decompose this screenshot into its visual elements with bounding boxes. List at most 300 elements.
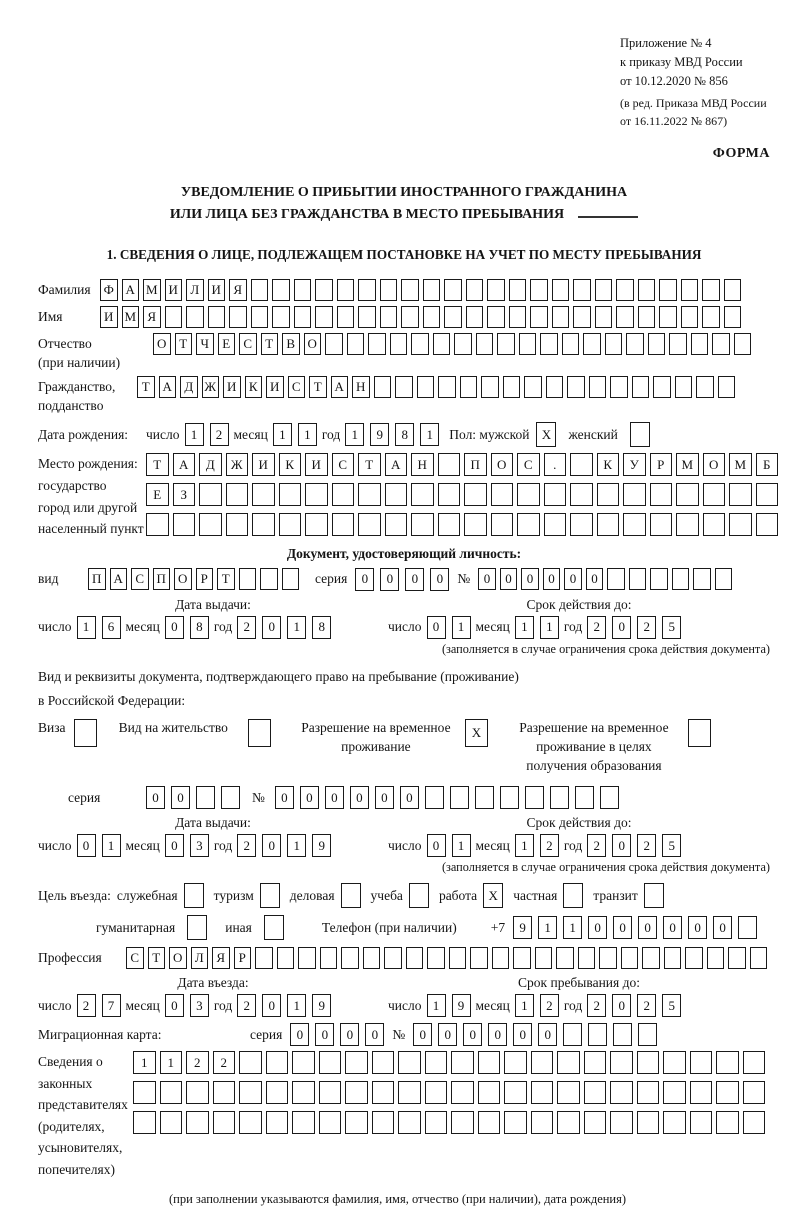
char-box[interactable]: 0: [586, 568, 604, 590]
char-box[interactable]: [570, 513, 593, 536]
char-box[interactable]: [401, 279, 419, 301]
char-box[interactable]: [186, 306, 204, 328]
char-box[interactable]: [669, 333, 687, 355]
char-box[interactable]: П: [464, 453, 487, 476]
char-box[interactable]: 2: [637, 616, 656, 639]
char-box[interactable]: 5: [662, 616, 681, 639]
char-box[interactable]: [466, 306, 484, 328]
char-box[interactable]: [557, 1051, 580, 1074]
char-box[interactable]: 0: [275, 786, 294, 809]
char-box[interactable]: 0: [77, 834, 96, 857]
char-box[interactable]: [433, 333, 451, 355]
char-box[interactable]: [390, 333, 408, 355]
char-box[interactable]: [637, 1081, 660, 1104]
char-box[interactable]: [409, 883, 429, 908]
char-box[interactable]: [423, 306, 441, 328]
char-box[interactable]: [616, 279, 634, 301]
char-box[interactable]: [681, 306, 699, 328]
char-box[interactable]: [411, 483, 434, 506]
char-box[interactable]: [690, 1081, 713, 1104]
char-box[interactable]: [248, 719, 271, 747]
char-box[interactable]: [578, 947, 596, 969]
char-box[interactable]: [600, 786, 619, 809]
char-box[interactable]: Т: [217, 568, 235, 590]
char-box[interactable]: [266, 1111, 289, 1134]
char-box[interactable]: [563, 883, 583, 908]
char-box[interactable]: 0: [612, 834, 631, 857]
char-box[interactable]: 0: [612, 994, 631, 1017]
char-box[interactable]: 0: [543, 568, 561, 590]
char-box[interactable]: И: [266, 376, 284, 398]
char-box[interactable]: [703, 513, 726, 536]
char-box[interactable]: [385, 513, 408, 536]
char-box[interactable]: [347, 333, 365, 355]
char-box[interactable]: [487, 279, 505, 301]
char-box[interactable]: [438, 483, 461, 506]
char-box[interactable]: [466, 279, 484, 301]
char-box[interactable]: Н: [352, 376, 370, 398]
char-box[interactable]: [345, 1081, 368, 1104]
char-box[interactable]: 9: [513, 916, 532, 939]
char-box[interactable]: О: [491, 453, 514, 476]
char-box[interactable]: [642, 947, 660, 969]
char-box[interactable]: [610, 376, 628, 398]
char-box[interactable]: [279, 483, 302, 506]
char-box[interactable]: [702, 306, 720, 328]
char-box[interactable]: [319, 1111, 342, 1134]
char-box[interactable]: X: [483, 883, 503, 908]
char-box[interactable]: 0: [300, 786, 319, 809]
char-box[interactable]: [425, 1081, 448, 1104]
char-box[interactable]: Т: [261, 333, 279, 355]
char-box[interactable]: 8: [395, 423, 414, 446]
char-box[interactable]: [272, 279, 290, 301]
char-box[interactable]: 1: [273, 423, 292, 446]
char-box[interactable]: 1: [133, 1051, 156, 1074]
char-box[interactable]: О: [169, 947, 187, 969]
char-box[interactable]: [411, 333, 429, 355]
char-box[interactable]: [438, 513, 461, 536]
char-box[interactable]: [450, 786, 469, 809]
char-box[interactable]: [638, 1023, 657, 1046]
char-box[interactable]: [650, 568, 668, 590]
char-box[interactable]: [368, 333, 386, 355]
char-box[interactable]: К: [597, 453, 620, 476]
char-box[interactable]: [255, 947, 273, 969]
char-box[interactable]: 1: [287, 994, 306, 1017]
char-box[interactable]: [266, 1051, 289, 1074]
char-box[interactable]: [341, 947, 359, 969]
char-box[interactable]: [573, 306, 591, 328]
char-box[interactable]: [632, 376, 650, 398]
char-box[interactable]: [315, 306, 333, 328]
char-box[interactable]: [531, 1111, 554, 1134]
char-box[interactable]: 1: [420, 423, 439, 446]
char-box[interactable]: [517, 483, 540, 506]
char-box[interactable]: 0: [365, 1023, 384, 1046]
char-box[interactable]: [530, 279, 548, 301]
char-box[interactable]: В: [282, 333, 300, 355]
char-box[interactable]: [239, 1111, 262, 1134]
char-box[interactable]: [550, 786, 569, 809]
char-box[interactable]: 1: [102, 834, 121, 857]
char-box[interactable]: [411, 513, 434, 536]
char-box[interactable]: 0: [340, 1023, 359, 1046]
char-box[interactable]: [199, 513, 222, 536]
char-box[interactable]: 9: [312, 994, 331, 1017]
char-box[interactable]: П: [88, 568, 106, 590]
char-box[interactable]: [358, 483, 381, 506]
char-box[interactable]: [504, 1051, 527, 1074]
char-box[interactable]: [621, 947, 639, 969]
char-box[interactable]: [475, 786, 494, 809]
char-box[interactable]: [743, 1081, 766, 1104]
char-box[interactable]: И: [208, 279, 226, 301]
char-box[interactable]: [504, 1081, 527, 1104]
char-box[interactable]: [588, 1023, 607, 1046]
char-box[interactable]: [451, 1081, 474, 1104]
char-box[interactable]: [584, 1111, 607, 1134]
char-box[interactable]: 0: [262, 834, 281, 857]
char-box[interactable]: 0: [521, 568, 539, 590]
char-box[interactable]: 1: [298, 423, 317, 446]
char-box[interactable]: 2: [637, 834, 656, 857]
char-box[interactable]: [292, 1111, 315, 1134]
char-box[interactable]: 0: [146, 786, 165, 809]
char-box[interactable]: [630, 422, 650, 447]
char-box[interactable]: [583, 333, 601, 355]
char-box[interactable]: [305, 483, 328, 506]
char-box[interactable]: 2: [587, 616, 606, 639]
char-box[interactable]: [337, 279, 355, 301]
char-box[interactable]: 2: [237, 994, 256, 1017]
char-box[interactable]: [712, 333, 730, 355]
char-box[interactable]: [160, 1111, 183, 1134]
char-box[interactable]: [497, 333, 515, 355]
char-box[interactable]: 0: [413, 1023, 432, 1046]
char-box[interactable]: Т: [358, 453, 381, 476]
char-box[interactable]: [500, 786, 519, 809]
char-box[interactable]: [133, 1111, 156, 1134]
char-box[interactable]: [750, 947, 768, 969]
char-box[interactable]: А: [110, 568, 128, 590]
char-box[interactable]: [384, 947, 402, 969]
char-box[interactable]: [133, 1081, 156, 1104]
char-box[interactable]: [743, 1111, 766, 1134]
char-box[interactable]: [659, 279, 677, 301]
char-box[interactable]: [481, 376, 499, 398]
char-box[interactable]: М: [122, 306, 140, 328]
char-box[interactable]: [544, 483, 567, 506]
char-box[interactable]: [282, 568, 300, 590]
char-box[interactable]: 9: [370, 423, 389, 446]
char-box[interactable]: [573, 279, 591, 301]
char-box[interactable]: [199, 483, 222, 506]
char-box[interactable]: [623, 483, 646, 506]
char-box[interactable]: 1: [563, 916, 582, 939]
char-box[interactable]: [676, 513, 699, 536]
char-box[interactable]: 2: [77, 994, 96, 1017]
char-box[interactable]: [401, 306, 419, 328]
char-box[interactable]: 0: [463, 1023, 482, 1046]
char-box[interactable]: [531, 1051, 554, 1074]
char-box[interactable]: [513, 947, 531, 969]
char-box[interactable]: 0: [350, 786, 369, 809]
char-box[interactable]: 8: [190, 616, 209, 639]
char-box[interactable]: [563, 1023, 582, 1046]
char-box[interactable]: 5: [662, 994, 681, 1017]
char-box[interactable]: [427, 947, 445, 969]
char-box[interactable]: [208, 306, 226, 328]
char-box[interactable]: Я: [212, 947, 230, 969]
char-box[interactable]: [715, 568, 733, 590]
char-box[interactable]: [716, 1111, 739, 1134]
char-box[interactable]: [597, 483, 620, 506]
char-box[interactable]: С: [332, 453, 355, 476]
char-box[interactable]: [372, 1111, 395, 1134]
char-box[interactable]: [380, 279, 398, 301]
char-box[interactable]: [252, 483, 275, 506]
char-box[interactable]: [650, 483, 673, 506]
char-box[interactable]: 1: [160, 1051, 183, 1074]
char-box[interactable]: [277, 947, 295, 969]
char-box[interactable]: Б: [756, 453, 779, 476]
char-box[interactable]: [478, 1051, 501, 1074]
char-box[interactable]: С: [288, 376, 306, 398]
char-box[interactable]: [595, 306, 613, 328]
char-box[interactable]: 2: [587, 834, 606, 857]
char-box[interactable]: [663, 1051, 686, 1074]
char-box[interactable]: 7: [102, 994, 121, 1017]
char-box[interactable]: [504, 1111, 527, 1134]
char-box[interactable]: [264, 915, 284, 940]
char-box[interactable]: [319, 1081, 342, 1104]
char-box[interactable]: Ф: [100, 279, 118, 301]
char-box[interactable]: [597, 513, 620, 536]
char-box[interactable]: [460, 376, 478, 398]
char-box[interactable]: 0: [315, 1023, 334, 1046]
char-box[interactable]: [637, 1111, 660, 1134]
char-box[interactable]: [664, 947, 682, 969]
char-box[interactable]: [332, 483, 355, 506]
char-box[interactable]: [332, 513, 355, 536]
char-box[interactable]: [325, 333, 343, 355]
char-box[interactable]: 0: [262, 616, 281, 639]
char-box[interactable]: 2: [587, 994, 606, 1017]
char-box[interactable]: [196, 786, 215, 809]
char-box[interactable]: А: [385, 453, 408, 476]
char-box[interactable]: [491, 483, 514, 506]
char-box[interactable]: М: [143, 279, 161, 301]
char-box[interactable]: [595, 279, 613, 301]
char-box[interactable]: [637, 1051, 660, 1074]
char-box[interactable]: [584, 1081, 607, 1104]
char-box[interactable]: 0: [613, 916, 632, 939]
char-box[interactable]: [570, 483, 593, 506]
char-box[interactable]: [690, 1111, 713, 1134]
char-box[interactable]: [663, 1081, 686, 1104]
char-box[interactable]: 0: [438, 1023, 457, 1046]
char-box[interactable]: [616, 306, 634, 328]
char-box[interactable]: [610, 1051, 633, 1074]
char-box[interactable]: 0: [430, 568, 449, 591]
char-box[interactable]: О: [304, 333, 322, 355]
char-box[interactable]: [644, 883, 664, 908]
char-box[interactable]: [425, 786, 444, 809]
char-box[interactable]: 0: [165, 616, 184, 639]
char-box[interactable]: [691, 333, 709, 355]
char-box[interactable]: X: [465, 719, 488, 747]
char-box[interactable]: 0: [262, 994, 281, 1017]
char-box[interactable]: [756, 513, 779, 536]
char-box[interactable]: Р: [234, 947, 252, 969]
char-box[interactable]: [184, 883, 204, 908]
char-box[interactable]: [623, 513, 646, 536]
char-box[interactable]: [454, 333, 472, 355]
char-box[interactable]: [672, 568, 690, 590]
char-box[interactable]: П: [153, 568, 171, 590]
char-box[interactable]: [451, 1111, 474, 1134]
char-box[interactable]: 0: [488, 1023, 507, 1046]
char-box[interactable]: [552, 306, 570, 328]
char-box[interactable]: 0: [478, 568, 496, 590]
char-box[interactable]: И: [252, 453, 275, 476]
char-box[interactable]: [239, 568, 257, 590]
char-box[interactable]: 9: [452, 994, 471, 1017]
char-box[interactable]: 5: [662, 834, 681, 857]
char-box[interactable]: 0: [588, 916, 607, 939]
char-box[interactable]: [584, 1051, 607, 1074]
char-box[interactable]: 1: [427, 994, 446, 1017]
char-box[interactable]: [470, 947, 488, 969]
char-box[interactable]: [718, 376, 736, 398]
char-box[interactable]: С: [517, 453, 540, 476]
char-box[interactable]: [729, 483, 752, 506]
char-box[interactable]: [173, 513, 196, 536]
char-box[interactable]: [509, 279, 527, 301]
char-box[interactable]: 0: [355, 568, 374, 591]
char-box[interactable]: [729, 513, 752, 536]
char-box[interactable]: Е: [218, 333, 236, 355]
char-box[interactable]: [374, 376, 392, 398]
char-box[interactable]: [226, 513, 249, 536]
char-box[interactable]: 2: [186, 1051, 209, 1074]
char-box[interactable]: [716, 1051, 739, 1074]
char-box[interactable]: [491, 513, 514, 536]
char-box[interactable]: [320, 947, 338, 969]
char-box[interactable]: X: [536, 422, 556, 447]
char-box[interactable]: 0: [405, 568, 424, 591]
char-box[interactable]: Р: [650, 453, 673, 476]
char-box[interactable]: [703, 483, 726, 506]
char-box[interactable]: С: [126, 947, 144, 969]
char-box[interactable]: [298, 947, 316, 969]
char-box[interactable]: [345, 1051, 368, 1074]
char-box[interactable]: [487, 306, 505, 328]
char-box[interactable]: 1: [287, 834, 306, 857]
char-box[interactable]: 1: [515, 834, 534, 857]
char-box[interactable]: [476, 333, 494, 355]
char-box[interactable]: [663, 1111, 686, 1134]
char-box[interactable]: [229, 306, 247, 328]
char-box[interactable]: 1: [345, 423, 364, 446]
char-box[interactable]: [358, 513, 381, 536]
char-box[interactable]: 1: [287, 616, 306, 639]
char-box[interactable]: [535, 947, 553, 969]
char-box[interactable]: 3: [190, 994, 209, 1017]
char-box[interactable]: Ч: [196, 333, 214, 355]
char-box[interactable]: К: [245, 376, 263, 398]
char-box[interactable]: 0: [688, 916, 707, 939]
char-box[interactable]: К: [279, 453, 302, 476]
char-box[interactable]: [444, 279, 462, 301]
char-box[interactable]: [638, 279, 656, 301]
char-box[interactable]: [438, 453, 461, 476]
char-box[interactable]: [728, 947, 746, 969]
char-box[interactable]: [648, 333, 666, 355]
char-box[interactable]: [186, 1111, 209, 1134]
char-box[interactable]: [449, 947, 467, 969]
char-box[interactable]: 1: [538, 916, 557, 939]
char-box[interactable]: О: [174, 568, 192, 590]
char-box[interactable]: [676, 483, 699, 506]
char-box[interactable]: 2: [540, 994, 559, 1017]
char-box[interactable]: [613, 1023, 632, 1046]
char-box[interactable]: [252, 513, 275, 536]
char-box[interactable]: [707, 947, 725, 969]
char-box[interactable]: 1: [515, 616, 534, 639]
char-box[interactable]: Д: [180, 376, 198, 398]
char-box[interactable]: 1: [77, 616, 96, 639]
char-box[interactable]: [251, 279, 269, 301]
char-box[interactable]: [638, 306, 656, 328]
char-box[interactable]: [213, 1081, 236, 1104]
char-box[interactable]: А: [173, 453, 196, 476]
char-box[interactable]: 0: [375, 786, 394, 809]
char-box[interactable]: М: [729, 453, 752, 476]
char-box[interactable]: [530, 306, 548, 328]
char-box[interactable]: [398, 1111, 421, 1134]
char-box[interactable]: [398, 1081, 421, 1104]
char-box[interactable]: [629, 568, 647, 590]
char-box[interactable]: [292, 1051, 315, 1074]
char-box[interactable]: [213, 1111, 236, 1134]
char-box[interactable]: [570, 453, 593, 476]
char-box[interactable]: 1: [515, 994, 534, 1017]
char-box[interactable]: Ж: [226, 453, 249, 476]
char-box[interactable]: 0: [165, 834, 184, 857]
char-box[interactable]: 0: [663, 916, 682, 939]
char-box[interactable]: 0: [427, 834, 446, 857]
char-box[interactable]: [756, 483, 779, 506]
char-box[interactable]: [738, 916, 757, 939]
char-box[interactable]: [380, 306, 398, 328]
char-box[interactable]: [221, 786, 240, 809]
char-box[interactable]: [509, 306, 527, 328]
char-box[interactable]: Т: [309, 376, 327, 398]
char-box[interactable]: О: [703, 453, 726, 476]
char-box[interactable]: .: [544, 453, 567, 476]
char-box[interactable]: Е: [146, 483, 169, 506]
char-box[interactable]: [575, 786, 594, 809]
char-box[interactable]: [464, 483, 487, 506]
char-box[interactable]: И: [305, 453, 328, 476]
char-box[interactable]: [279, 513, 302, 536]
char-box[interactable]: [425, 1111, 448, 1134]
char-box[interactable]: Л: [186, 279, 204, 301]
char-box[interactable]: [74, 719, 97, 747]
char-box[interactable]: [519, 333, 537, 355]
